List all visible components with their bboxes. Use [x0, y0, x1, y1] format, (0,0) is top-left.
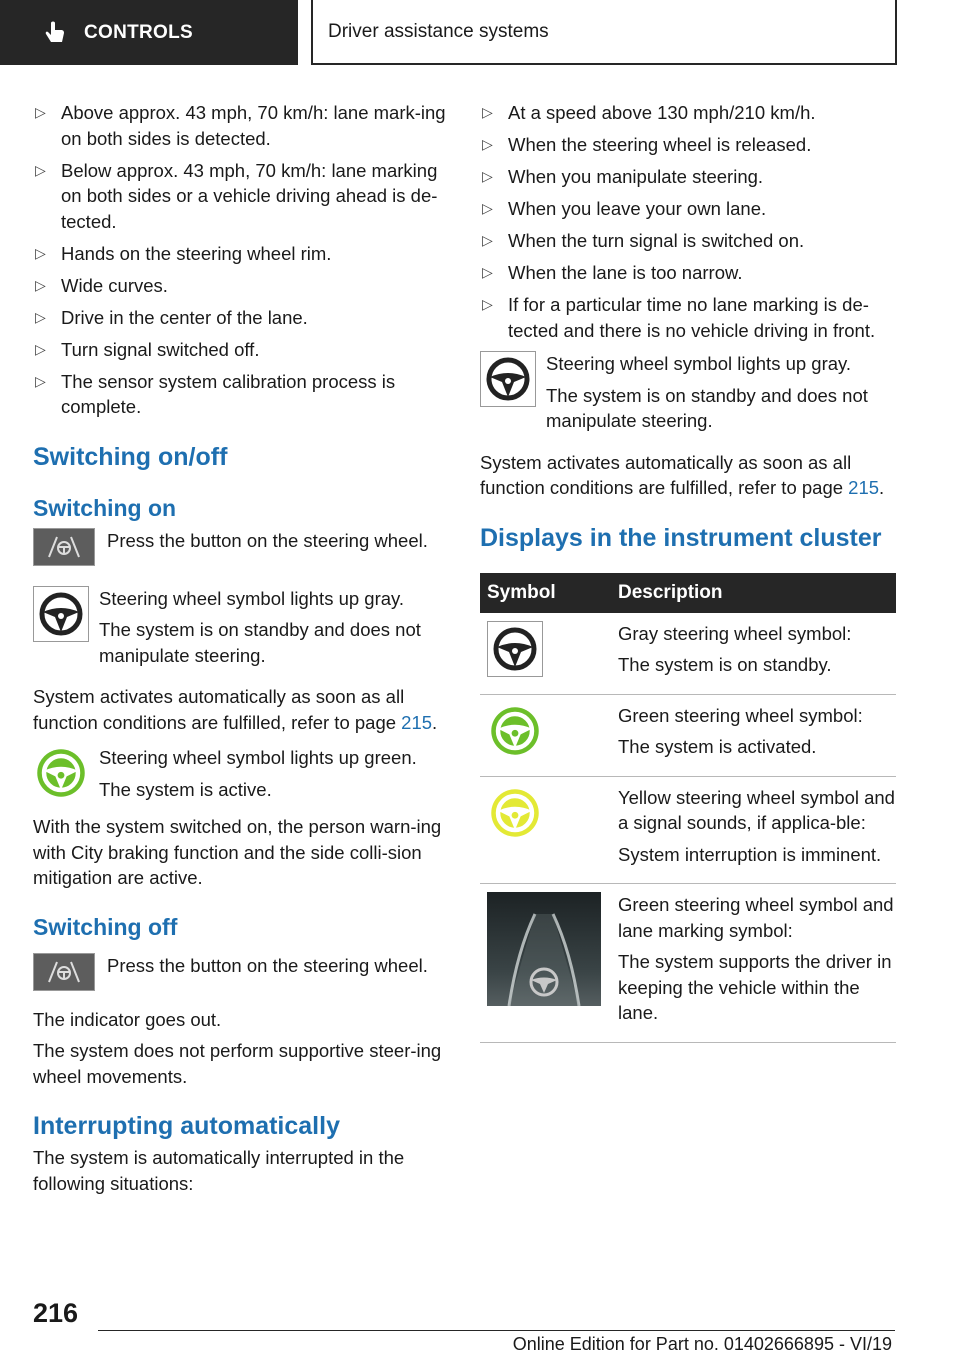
triangle-bullet-icon: ▷: [35, 276, 46, 293]
table-header-row: [480, 573, 896, 613]
triangle-bullet-icon: ▷: [482, 296, 493, 312]
heading-displays: Displays in the instrument cluster: [480, 523, 882, 552]
triangle-bullet-icon: ▷: [35, 308, 46, 325]
edition-text: Online Edition for Part no. 01402666895 - VI/19: [512, 1334, 892, 1354]
list-item: ▷ If for a particular time no lane marking is de-tected and there is no vehicle driving in front.: [482, 294, 876, 341]
symbol-table: [480, 573, 896, 1043]
heading-interrupting: Interrupting automatically: [33, 1112, 340, 1140]
gray-symbol-row: [33, 586, 451, 669]
table-row: [480, 613, 896, 695]
row-desc-line: The system supports the driver in keeping the vehicle within the lane.: [618, 951, 892, 1023]
auto-activate-text: System activates automatically as soon as all function conditions are fulfilled, refer to page 215.: [33, 686, 438, 733]
row-desc-line: The system is activated.: [618, 736, 817, 757]
triangle-bullet-icon: ▷: [482, 136, 493, 152]
list-item: ▷ The sensor system calibration process is complete.: [35, 370, 396, 417]
column-header-description: Description: [611, 573, 896, 613]
left-column: [33, 100, 451, 1196]
triangle-bullet-icon: ▷: [482, 168, 493, 184]
triangle-bullet-icon: ▷: [35, 372, 46, 389]
page-link[interactable]: 215: [401, 711, 433, 733]
lane-marking-icon: [487, 892, 601, 1006]
conditions-list: [33, 100, 451, 420]
gray-text-2: The system is on standby and does not manipulate steering.: [99, 619, 421, 666]
table-row: [480, 694, 896, 776]
triangle-bullet-icon: ▷: [35, 104, 46, 120]
green-text-2: The system is active.: [99, 778, 272, 800]
section-label: CONTROLS: [84, 21, 194, 43]
column-header-symbol: Symbol: [480, 573, 611, 613]
chapter-header: [311, 0, 897, 65]
list-item: ▷ Turn signal switched off.: [33, 337, 451, 363]
section-tab[interactable]: [0, 0, 298, 65]
steering-wheel-yellow-icon: [487, 785, 543, 841]
heading-switching: Switching on/off: [33, 442, 228, 471]
switch-off-text: Press the button on the steering wheel.: [107, 954, 428, 976]
hand-pointer-icon: [42, 20, 68, 46]
triangle-bullet-icon: ▷: [35, 244, 46, 261]
heading-switching-on: Switching on: [33, 494, 177, 521]
green-text-1: Steering wheel symbol lights up green.: [99, 747, 417, 768]
interrupt-text: The system is automatically interrupted in the following situations:: [33, 1147, 405, 1194]
off-text-2: The system does not perform supportive steer-ing wheel movements.: [33, 1040, 442, 1087]
list-item: ▷ At a speed above 130 mph/210 km/h.: [480, 100, 896, 126]
steering-wheel-green-icon: [33, 745, 89, 801]
row-desc-line: Gray steering wheel symbol:: [618, 622, 852, 644]
gray-text-1: Steering wheel symbol lights up gray.: [99, 587, 405, 609]
list-item: ▷ Wide curves.: [33, 273, 451, 299]
steering-wheel-green-icon: [487, 703, 543, 759]
table-row: [480, 776, 896, 884]
steering-wheel-gray-icon: [480, 351, 536, 407]
situations-list: [480, 100, 896, 343]
row-desc-line: The system is on standby.: [618, 654, 832, 675]
right-column: [480, 100, 896, 1043]
list-item: ▷ Above approx. 43 mph, 70 km/h: lane mark-ing on both sides is detected.: [35, 102, 446, 149]
row-desc-line: Green steering wheel symbol and lane marking symbol:: [618, 894, 894, 941]
list-item: ▷ When the turn signal is switched on.: [480, 228, 896, 254]
gray-text-2: The system is on standby and does not manipulate steering.: [546, 384, 868, 431]
list-item: ▷ Drive in the center of the lane.: [33, 305, 451, 331]
steering-wheel-gray-icon: [33, 586, 89, 642]
switch-on-row: [33, 528, 451, 566]
triangle-bullet-icon: ▷: [482, 200, 493, 216]
list-item: ▷ When you manipulate steering.: [480, 164, 896, 190]
triangle-bullet-icon: ▷: [482, 104, 493, 120]
green-symbol-row: [33, 745, 451, 802]
gray-symbol-row: [480, 351, 896, 434]
page-link[interactable]: 215: [848, 477, 880, 498]
page-number: 216: [33, 1298, 79, 1328]
triangle-bullet-icon: ▷: [35, 161, 46, 178]
switch-on-text: Press the button on the steering wheel.: [107, 529, 428, 551]
lane-assist-button-icon: [33, 528, 95, 566]
list-item: ▷ Below approx. 43 mph, 70 km/h: lane marking on both sides or a vehicle driving ahead is de-tected.: [35, 159, 438, 232]
list-item: ▷ Hands on the steering wheel rim.: [33, 241, 451, 267]
triangle-bullet-icon: ▷: [482, 232, 493, 248]
row-desc-line: Yellow steering wheel symbol and a signal sounds, if applica-ble:: [618, 786, 895, 833]
triangle-bullet-icon: ▷: [35, 340, 46, 357]
off-text-1: The indicator goes out.: [33, 1008, 222, 1030]
row-desc-line: Green steering wheel symbol:: [618, 704, 863, 726]
person-warning-text: With the system switched on, the person warn-ing with City braking function and the side colli-sion mitigation are active.: [33, 816, 442, 888]
list-item: ▷ When you leave your own lane.: [480, 196, 896, 222]
switch-off-row: [33, 953, 451, 991]
gray-text-1: Steering wheel symbol lights up gray.: [546, 353, 852, 374]
heading-switching-off: Switching off: [33, 913, 178, 940]
auto-activate-text: System activates automatically as soon as all function conditions are fulfilled, refer to page 215.: [480, 451, 885, 498]
lane-assist-button-icon: [33, 953, 95, 991]
row-desc-line: System interruption is imminent.: [618, 843, 882, 865]
triangle-bullet-icon: ▷: [482, 264, 493, 280]
steering-wheel-gray-icon: [487, 621, 543, 677]
list-item: ▷ When the lane is too narrow.: [480, 260, 896, 286]
chapter-title: Driver assistance systems: [328, 20, 549, 42]
table-row: [480, 884, 896, 1043]
footer-divider: [98, 1330, 895, 1331]
list-item: ▷ When the steering wheel is released.: [480, 132, 896, 158]
